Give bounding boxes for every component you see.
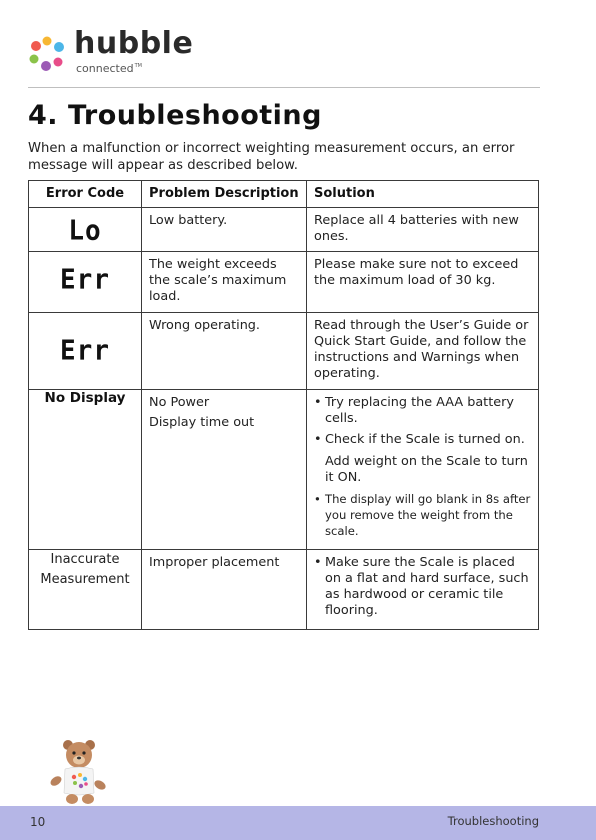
list-item: • The display will go blank in 8s after you remove the weight from the scale. [314, 491, 531, 539]
solution-note: Add weight on the Scale to turn it ON. [325, 454, 528, 485]
brand-name: hubble [74, 26, 194, 61]
solution-cell: Replace all 4 batteries with new ones. [307, 208, 539, 252]
hubble-logo-icon [28, 36, 68, 72]
table-row [29, 390, 539, 550]
table-row [29, 313, 539, 390]
no-display-label: No Display [44, 390, 126, 406]
solution-list [314, 555, 531, 619]
error-code-cell [29, 252, 142, 313]
problem-description-cell: Low battery. [142, 208, 307, 252]
list-item: • Check if the Scale is turned on. Add weight on the Scale to turn it ON. [314, 432, 531, 486]
error-code-table [28, 180, 539, 630]
problem-description-cell [142, 390, 307, 550]
table-row [29, 550, 539, 630]
solution-cell [307, 390, 539, 550]
problem-description-cell: Wrong operating. [142, 313, 307, 390]
page-footer [0, 806, 596, 840]
lcd-code-display: Err [60, 264, 110, 296]
error-code-cell [29, 208, 142, 252]
header-problem-description: Problem Description [142, 181, 307, 208]
lcd-code-display: Lo [68, 215, 102, 247]
header-solution: Solution [307, 181, 539, 208]
error-code-cell [29, 313, 142, 390]
table-row [29, 252, 539, 313]
table-header-row [29, 181, 539, 208]
description-line: No Power [149, 395, 210, 410]
error-code-cell [29, 550, 142, 630]
solution-cell: Read through the User’s Guide or Quick Start Guide, and follow the instructions and Warnings when operating. [307, 313, 539, 390]
lcd-code-display: Err [60, 335, 110, 367]
solution-list [314, 395, 531, 539]
mascot-bear-icon [38, 735, 118, 807]
solution-cell: Please make sure not to exceed the maximum load of 30 kg. [307, 252, 539, 313]
measurement-label: Measurement [40, 572, 130, 587]
trademark-mark: TM [134, 63, 142, 70]
header-divider [28, 87, 540, 88]
header-error-code: Error Code [29, 181, 142, 208]
intro-paragraph: When a malfunction or incorrect weighting measurement occurs, an error message will appear as described below. [28, 141, 515, 173]
solution-cell [307, 550, 539, 630]
page-title: 4. Troubleshooting [28, 100, 322, 131]
list-item: • Make sure the Scale is placed on a flat and hard surface, such as hardwood or ceramic tile flooring. [314, 555, 531, 619]
error-code-cell [29, 390, 142, 550]
description-line: Display time out [149, 415, 255, 430]
inaccurate-label: Inaccurate [50, 552, 120, 567]
brand-tagline: connected™ [76, 62, 142, 75]
problem-description-cell: The weight exceeds the scale’s maximum load. [142, 252, 307, 313]
problem-description-cell: Improper placement [142, 550, 307, 630]
footer-section-title: Troubleshooting [447, 814, 539, 828]
hubble-logo [28, 26, 194, 76]
list-item: • Try replacing the AAA battery cells. [314, 395, 531, 427]
table-row [29, 208, 539, 252]
page-number: 10 [30, 815, 46, 829]
